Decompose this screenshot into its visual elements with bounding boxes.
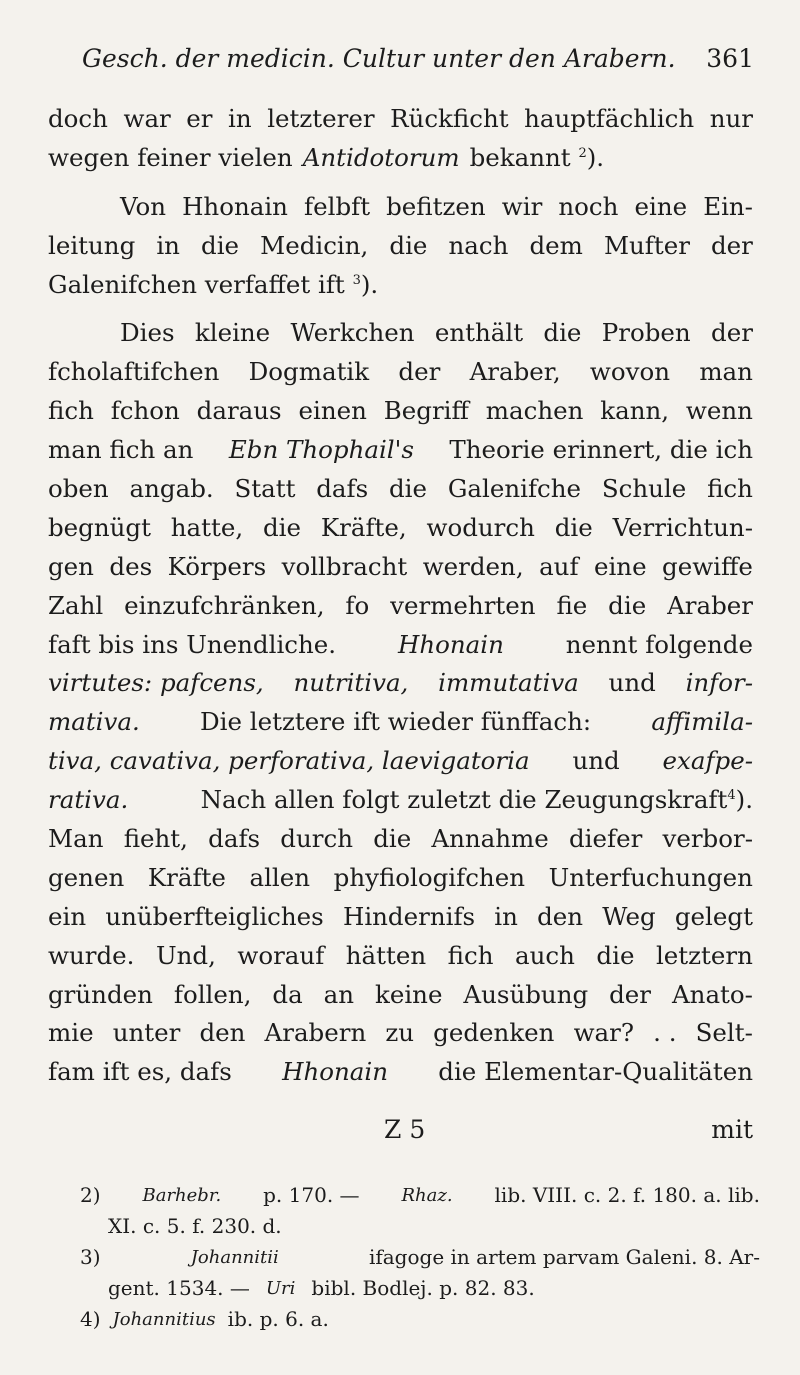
word: machen	[485, 396, 584, 426]
word: allen	[249, 862, 311, 892]
word: ein	[48, 901, 87, 931]
word: felbft	[304, 191, 371, 221]
page-number: 361	[706, 44, 754, 73]
word: eine	[634, 191, 688, 221]
word: fich	[707, 474, 753, 504]
word: unüberfteigliches	[105, 901, 324, 931]
word: Medicin,	[260, 230, 369, 260]
word: wir	[501, 191, 543, 221]
word: wenn	[685, 396, 753, 426]
word: vermehrten	[390, 590, 536, 620]
word: Rückficht	[390, 104, 509, 133]
running-title: Gesch. der medicin. Cultur unter den Arabern.	[82, 44, 676, 73]
word: genen	[48, 862, 125, 892]
text-line: mativa. Die letztere ift wieder fünffach: affimila-	[48, 707, 753, 737]
footnote-2: 2) Barhebr. p. 170. — Rhaz. lib. VIII. c. 2. f. 180. a. lib.	[80, 1183, 760, 1207]
text-line	[48, 820, 753, 859]
word: angab.	[129, 474, 214, 504]
word: die	[389, 230, 428, 260]
body-text	[48, 100, 753, 1092]
word: verbor-	[662, 824, 753, 854]
word: Kräfte	[147, 862, 226, 892]
text-line	[48, 548, 753, 587]
text-line: Galenifchen verfaffet ift $^3$).	[48, 269, 379, 299]
word: war	[123, 104, 171, 133]
word: hätten	[345, 940, 427, 970]
word: . .	[653, 1018, 677, 1048]
word: vollbracht	[281, 551, 408, 581]
word: gründen	[48, 979, 153, 1009]
text-line	[48, 470, 753, 509]
text-line	[48, 353, 753, 392]
catchword: mit	[711, 1115, 753, 1144]
word: Araber	[667, 590, 753, 620]
word: wovon	[589, 357, 671, 387]
word: gedenken	[433, 1018, 555, 1048]
word: der	[609, 979, 652, 1009]
word: begnügt	[48, 512, 151, 542]
word: hatte,	[170, 512, 244, 542]
text-line: faft bis ins Unendliche. Hhonain nennt folgende	[48, 629, 753, 659]
word: eine	[593, 551, 647, 581]
word: Selt-	[695, 1018, 753, 1048]
word: Werkchen	[290, 318, 415, 348]
word: noch	[558, 191, 619, 221]
text-line	[48, 898, 753, 937]
signature-mark: Z 5	[384, 1115, 426, 1144]
word: dafs	[316, 474, 369, 504]
word: Dogmatik	[248, 357, 370, 387]
word: man	[699, 357, 753, 387]
word: die	[554, 512, 593, 542]
word: Galenifche	[447, 474, 582, 504]
word: den	[199, 1018, 246, 1048]
word: Araber,	[469, 357, 561, 387]
word: der	[398, 357, 441, 387]
word: mie	[48, 1018, 94, 1048]
word: fie	[556, 590, 588, 620]
word: war?	[573, 1018, 635, 1048]
text-line	[48, 509, 753, 548]
word: nach	[448, 230, 509, 260]
word: wodurch	[426, 512, 535, 542]
text-line	[48, 227, 753, 266]
word: auch	[515, 940, 575, 970]
word: die	[262, 512, 302, 542]
signature-row	[48, 1115, 753, 1153]
text-line: fam ift es, dafs Hhonain die Elementar-Qualitäten	[48, 1057, 753, 1087]
text-line: wegen feiner vielen Antidotorum bekannt $^2$).	[48, 142, 605, 172]
word: Mufter	[603, 230, 690, 260]
text-line	[48, 392, 753, 431]
word: die	[373, 824, 412, 854]
word: Ein-	[703, 191, 753, 221]
word: einen	[298, 396, 367, 426]
word: kann,	[600, 396, 670, 426]
word: zu	[385, 1018, 415, 1048]
word: Kräfte,	[320, 512, 407, 542]
word: Ausübung	[463, 979, 589, 1009]
word: fich	[447, 940, 494, 970]
word: dem	[529, 230, 583, 260]
word: worauf	[237, 940, 325, 970]
word: phyfiologifchen	[333, 862, 525, 892]
text-line	[48, 100, 753, 139]
word: Körpers	[167, 551, 267, 581]
word: fcholaftifchen	[48, 357, 220, 387]
word: fieht,	[123, 824, 188, 854]
word: Unterfuchungen	[548, 862, 753, 892]
word: die	[201, 230, 240, 260]
footnote-4: 4) Johannitius ib. p. 6. a.	[80, 1307, 329, 1331]
text-line	[48, 587, 753, 626]
word: fich	[48, 396, 94, 426]
word: leitung	[48, 230, 136, 260]
word: Verrichtun-	[612, 512, 753, 542]
word: letztern	[655, 940, 753, 970]
word: in	[494, 901, 518, 931]
text-line	[48, 937, 753, 976]
word: gelegt	[674, 901, 753, 931]
text-line: tiva, cavativa, perforativa, laevigatoria und exafpe-	[48, 746, 753, 776]
word: oben	[48, 474, 109, 504]
word: Und,	[155, 940, 216, 970]
word: die	[389, 474, 428, 504]
word: Man	[48, 824, 104, 854]
word: unter	[112, 1018, 181, 1048]
word: Arabern	[264, 1018, 367, 1048]
word: hauptfächlich	[524, 104, 695, 133]
word: doch	[48, 104, 108, 133]
word: kleine	[194, 318, 271, 348]
word: die	[543, 318, 582, 348]
word: fchon	[110, 396, 180, 426]
word: durch	[280, 824, 353, 854]
text-line	[48, 314, 753, 353]
text-line: man fich an Ebn Thophail's Theorie erinnert, die ich	[48, 435, 753, 465]
word: daraus	[196, 396, 282, 426]
word: befitzen	[386, 191, 486, 221]
word: follen,	[173, 979, 252, 1009]
text-line	[48, 976, 753, 1015]
word: gewiffe	[662, 551, 753, 581]
word: an	[323, 979, 355, 1009]
word: Dies	[120, 318, 175, 348]
footnotes	[80, 1180, 760, 1335]
footnote-3-cont: gent. 1534. — Uri bibl. Bodlej. p. 82. 83.	[108, 1276, 535, 1300]
word: Weg	[602, 901, 656, 931]
word: den	[537, 901, 584, 931]
word: Annahme	[431, 824, 549, 854]
word: einzufchränken,	[124, 590, 325, 620]
text-line	[48, 859, 753, 898]
word: Begriff	[383, 396, 469, 426]
word: der	[711, 230, 753, 260]
word: des	[109, 551, 153, 581]
text-line	[48, 188, 753, 227]
text-line: virtutes: pafcens, nutritiva, immutativa und infor-	[48, 668, 753, 698]
text-line: rativa. Nach allen folgt zuletzt die Zeugungskraft$^4$).	[48, 785, 753, 815]
word: er	[186, 104, 213, 133]
word: in	[156, 230, 180, 260]
running-header	[60, 40, 760, 80]
word: diefer	[569, 824, 643, 854]
word: Proben	[601, 318, 691, 348]
word: dafs	[208, 824, 261, 854]
word: fo	[345, 590, 370, 620]
word: der	[711, 318, 753, 348]
footnote-ref: 3	[352, 272, 361, 288]
word: da	[272, 979, 303, 1009]
word: gen	[48, 551, 94, 581]
word: in	[228, 104, 252, 133]
word: werden,	[422, 551, 524, 581]
word: keine	[374, 979, 443, 1009]
word: Anato-	[671, 979, 753, 1009]
word: die	[608, 590, 647, 620]
word: wurde.	[48, 940, 135, 970]
word: Hindernifs	[342, 901, 476, 931]
footnote-ref: 2	[578, 145, 587, 161]
word: Statt	[234, 474, 296, 504]
word: Von	[120, 191, 166, 221]
word: Zahl	[48, 590, 104, 620]
footnote-3: 3) Johannitii ifagoge in artem parvam Galeni. 8. Ar-	[80, 1245, 760, 1269]
footnote-2-cont: XI. c. 5. f. 230. d.	[108, 1214, 282, 1238]
word: Hhonain	[182, 191, 288, 221]
word: auf	[539, 551, 579, 581]
word: nur	[709, 104, 753, 133]
word: enthält	[434, 318, 524, 348]
word: letzterer	[267, 104, 375, 133]
footnote-ref: 4	[727, 787, 736, 803]
text-line	[48, 1014, 753, 1053]
word: die	[596, 940, 635, 970]
word: Schule	[601, 474, 687, 504]
